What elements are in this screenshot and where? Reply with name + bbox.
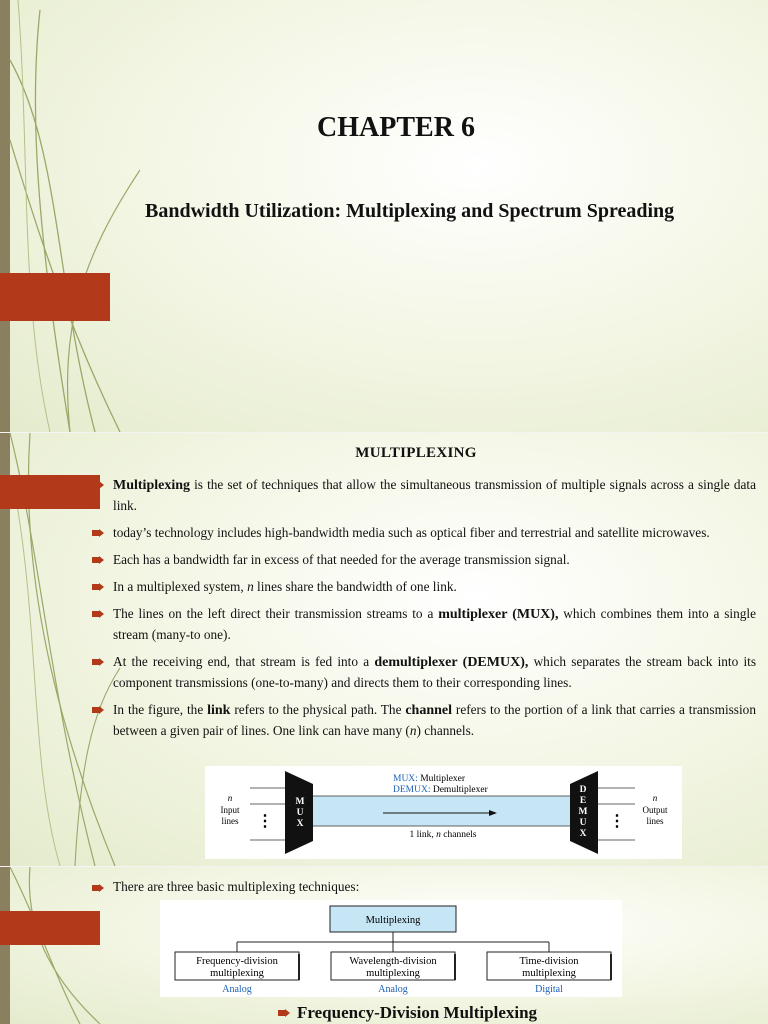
- list-item: At the receiving end, that stream is fed into a demultiplexer (DEMUX), which separates the stream back into its component transmissions (one-to-many) and directs them to their corresponding lines.: [90, 652, 756, 693]
- accent-tab: [0, 475, 100, 509]
- arrow-bullet-icon: [92, 658, 104, 666]
- demux-letter: M: [578, 807, 588, 817]
- section-title: MULTIPLEXING: [355, 445, 477, 461]
- svg-text:multiplexing: multiplexing: [522, 968, 576, 979]
- multiplexing-slide: [0, 433, 768, 866]
- arrow-bullet-icon: [92, 529, 104, 537]
- techniques-slide: [0, 867, 768, 1024]
- mux-letter: U: [296, 808, 304, 818]
- arrow-bullet-icon: [278, 1009, 290, 1017]
- svg-text:Wavelength-division: Wavelength-division: [349, 956, 437, 967]
- link-label: 1 link, n channels: [409, 830, 477, 840]
- mux-demux-figure: [205, 766, 682, 859]
- mux-letter: M: [295, 797, 305, 807]
- arrow-bullet-icon: [92, 884, 104, 892]
- legend-demux: DEMUX: Demultiplexer: [393, 785, 488, 795]
- tree-node-wdm: [331, 952, 455, 995]
- n-right-label: n: [652, 793, 658, 803]
- svg-text:Analog: Analog: [378, 984, 408, 995]
- decorative-swirl-lines: [0, 0, 140, 432]
- arrow-bullet-icon: [92, 706, 104, 714]
- dots-right: ⋮: [609, 813, 625, 830]
- tree-node-tdm: [487, 952, 611, 995]
- list-item: In a multiplexed system, n lines share the bandwidth of one link.: [90, 577, 756, 597]
- svg-text:multiplexing: multiplexing: [366, 968, 420, 979]
- svg-text:Digital: Digital: [535, 984, 563, 995]
- title-slide: [0, 0, 768, 432]
- dots-left: ⋮: [257, 813, 273, 830]
- tree-connectors: [237, 932, 549, 952]
- input-lines-label: Input: [220, 805, 240, 815]
- chapter-subtitle: Bandwidth Utilization: Multiplexing and Spectrum Spreading: [145, 200, 675, 222]
- fdm-heading: Frequency-Division Multiplexing: [276, 1003, 537, 1023]
- demux-letter: U: [579, 818, 587, 828]
- demux-letter: X: [579, 829, 587, 839]
- list-item: The lines on the left direct their transmission streams to a multiplexer (MUX), which combines them into a single stream (many-to one).: [90, 604, 756, 645]
- input-lines-label: lines: [221, 816, 239, 826]
- tree-node-fdm: [175, 952, 299, 995]
- list-item: today’s technology includes high-bandwidth media such as optical fiber and terrestrial and satellite microwaves.: [90, 523, 756, 543]
- svg-text:Time-division: Time-division: [519, 956, 579, 967]
- arrow-bullet-icon: [92, 556, 104, 564]
- mux-letter: X: [296, 819, 304, 829]
- svg-text:multiplexing: multiplexing: [210, 968, 264, 979]
- demux-letter: E: [579, 796, 587, 806]
- bullet-list: [90, 475, 756, 748]
- accent-tab: [0, 911, 100, 945]
- legend-mux: MUX: Multiplexer: [393, 774, 466, 784]
- list-item: In the figure, the link refers to the physical path. The channel refers to the portion of a link that carries a transmission between a given pair of lines. One link can have many (n) channels.: [90, 700, 756, 741]
- arrow-bullet-icon: [92, 610, 104, 618]
- chapter-title: CHAPTER 6: [317, 112, 475, 143]
- svg-text:Frequency-division: Frequency-division: [196, 956, 278, 967]
- tree-root-label: Multiplexing: [365, 915, 421, 926]
- n-left-label: n: [227, 793, 233, 803]
- techniques-intro: There are three basic multiplexing techniques:: [90, 879, 359, 895]
- output-lines-label: Output: [642, 805, 668, 815]
- demux-letter: D: [579, 785, 587, 795]
- svg-text:Analog: Analog: [222, 984, 252, 995]
- accent-tab: [0, 273, 110, 321]
- list-item: Each has a bandwidth far in excess of that needed for the average transmission signal.: [90, 550, 756, 570]
- arrow-bullet-icon: [92, 481, 104, 489]
- link-channel-band: [300, 796, 570, 826]
- output-lines-label: lines: [646, 816, 664, 826]
- arrow-bullet-icon: [92, 583, 104, 591]
- multiplexing-tree-figure: [160, 900, 622, 997]
- list-item: Multiplexing is the set of techniques that allow the simultaneous transmission of multiple signals across a single data link.: [90, 475, 756, 516]
